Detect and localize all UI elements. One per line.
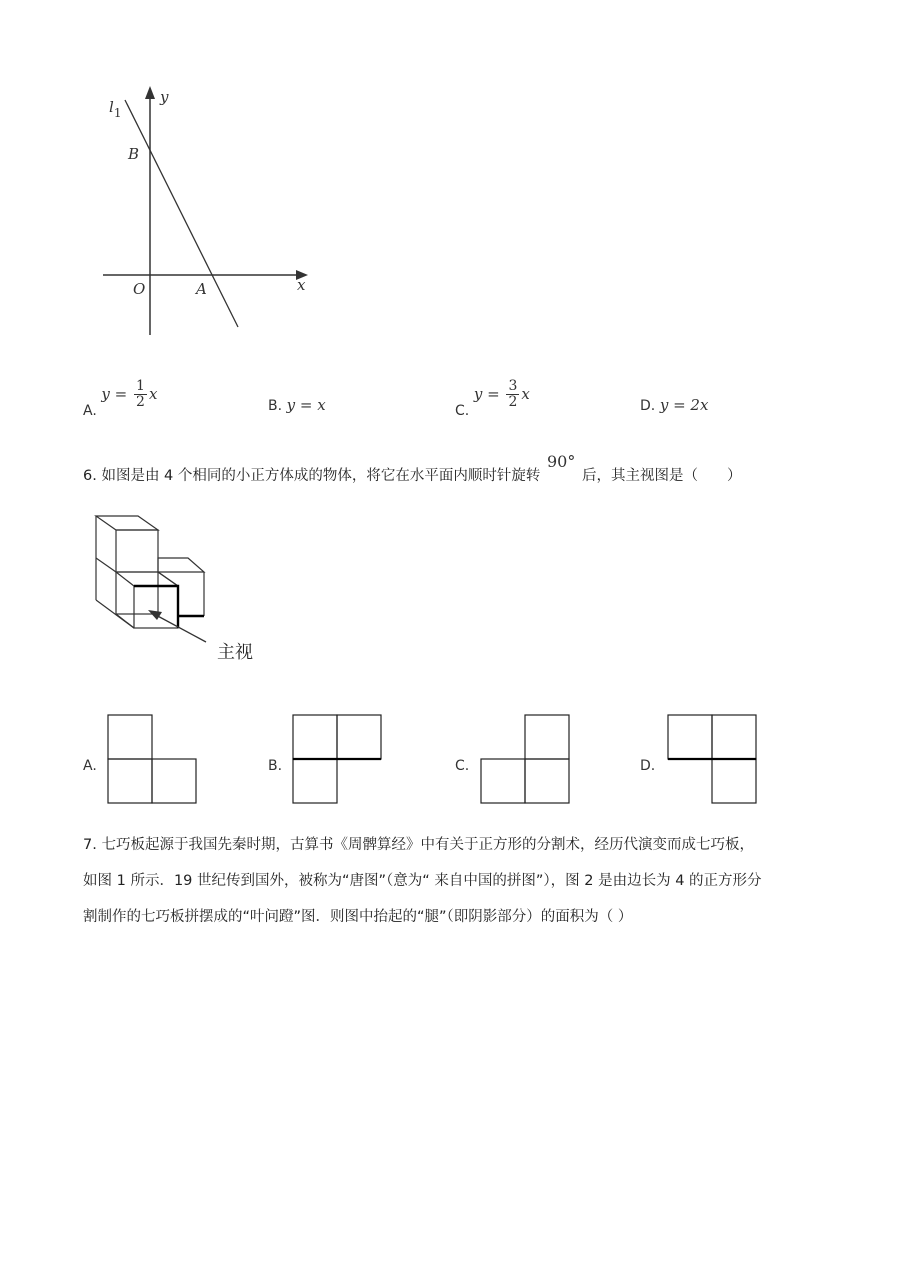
option-expression: y = 2x [659,396,709,414]
q5-option-d[interactable] [640,395,708,416]
option-label: C. [455,402,470,419]
q6-option-d-figure[interactable] [667,714,759,804]
option-expression: y = $\frac{3}{2}$ x [473,378,530,410]
y-axis-arrow [145,86,155,99]
y-axis-label: y [160,88,169,106]
q6-option-c-figure[interactable] [480,714,572,804]
q5-option-b[interactable] [268,395,326,416]
coordinate-graph [95,80,325,345]
option-expression: y = x [286,396,326,414]
q6-option-c-label[interactable]: C. [455,758,470,774]
origin-label: O [133,280,146,298]
q6-angle: 90° [547,452,576,471]
q6-question [83,452,742,486]
q6-text-after: 后，其主视图是（ ） [581,468,742,484]
q6-text-before: 6. 如图是由 4 个相同的小正方体成的物体，将它在水平面内顺时针旋转 [83,468,541,484]
line-l1-label: $l_1$ [109,98,122,120]
x-axis-label: x [297,276,306,294]
q7-line-3: 割制作的七巧板拼摆成的“叶问蹬”图．则图中抬起的“腿”（即阴影部分）的面积为（ ） [83,909,633,925]
q5-option-c[interactable] [455,378,530,419]
point-a-label: A [196,280,207,298]
q7-line-1: 7. 七巧板起源于我国先秦时期，古算书《周髀算经》中有关于正方形的分割术，经历代演变而成七巧板， [83,837,754,853]
q6-option-a-label[interactable]: A. [83,758,97,774]
q7-question [83,827,873,935]
option-label: D. [640,398,656,414]
option-label: B. [268,398,283,414]
q6-option-d-label[interactable]: D. [640,758,656,774]
q6-option-b-figure[interactable] [292,714,384,804]
q5-option-a[interactable] [83,378,158,419]
point-b-label: B [128,145,140,163]
q7-line-2: 如图 1 所示．19 世纪传到国外，被称为“唐图”（意为“ 来自中国的拼图”），图 2 是由边长为 4 的正方形分 [83,873,762,889]
view-label: 主视 [217,642,253,663]
option-expression: y = $\frac{1}{2}$ x [101,378,158,410]
q6-option-b-label[interactable]: B. [268,758,283,774]
q6-option-a-figure[interactable] [107,714,199,804]
option-label: A. [83,402,97,419]
